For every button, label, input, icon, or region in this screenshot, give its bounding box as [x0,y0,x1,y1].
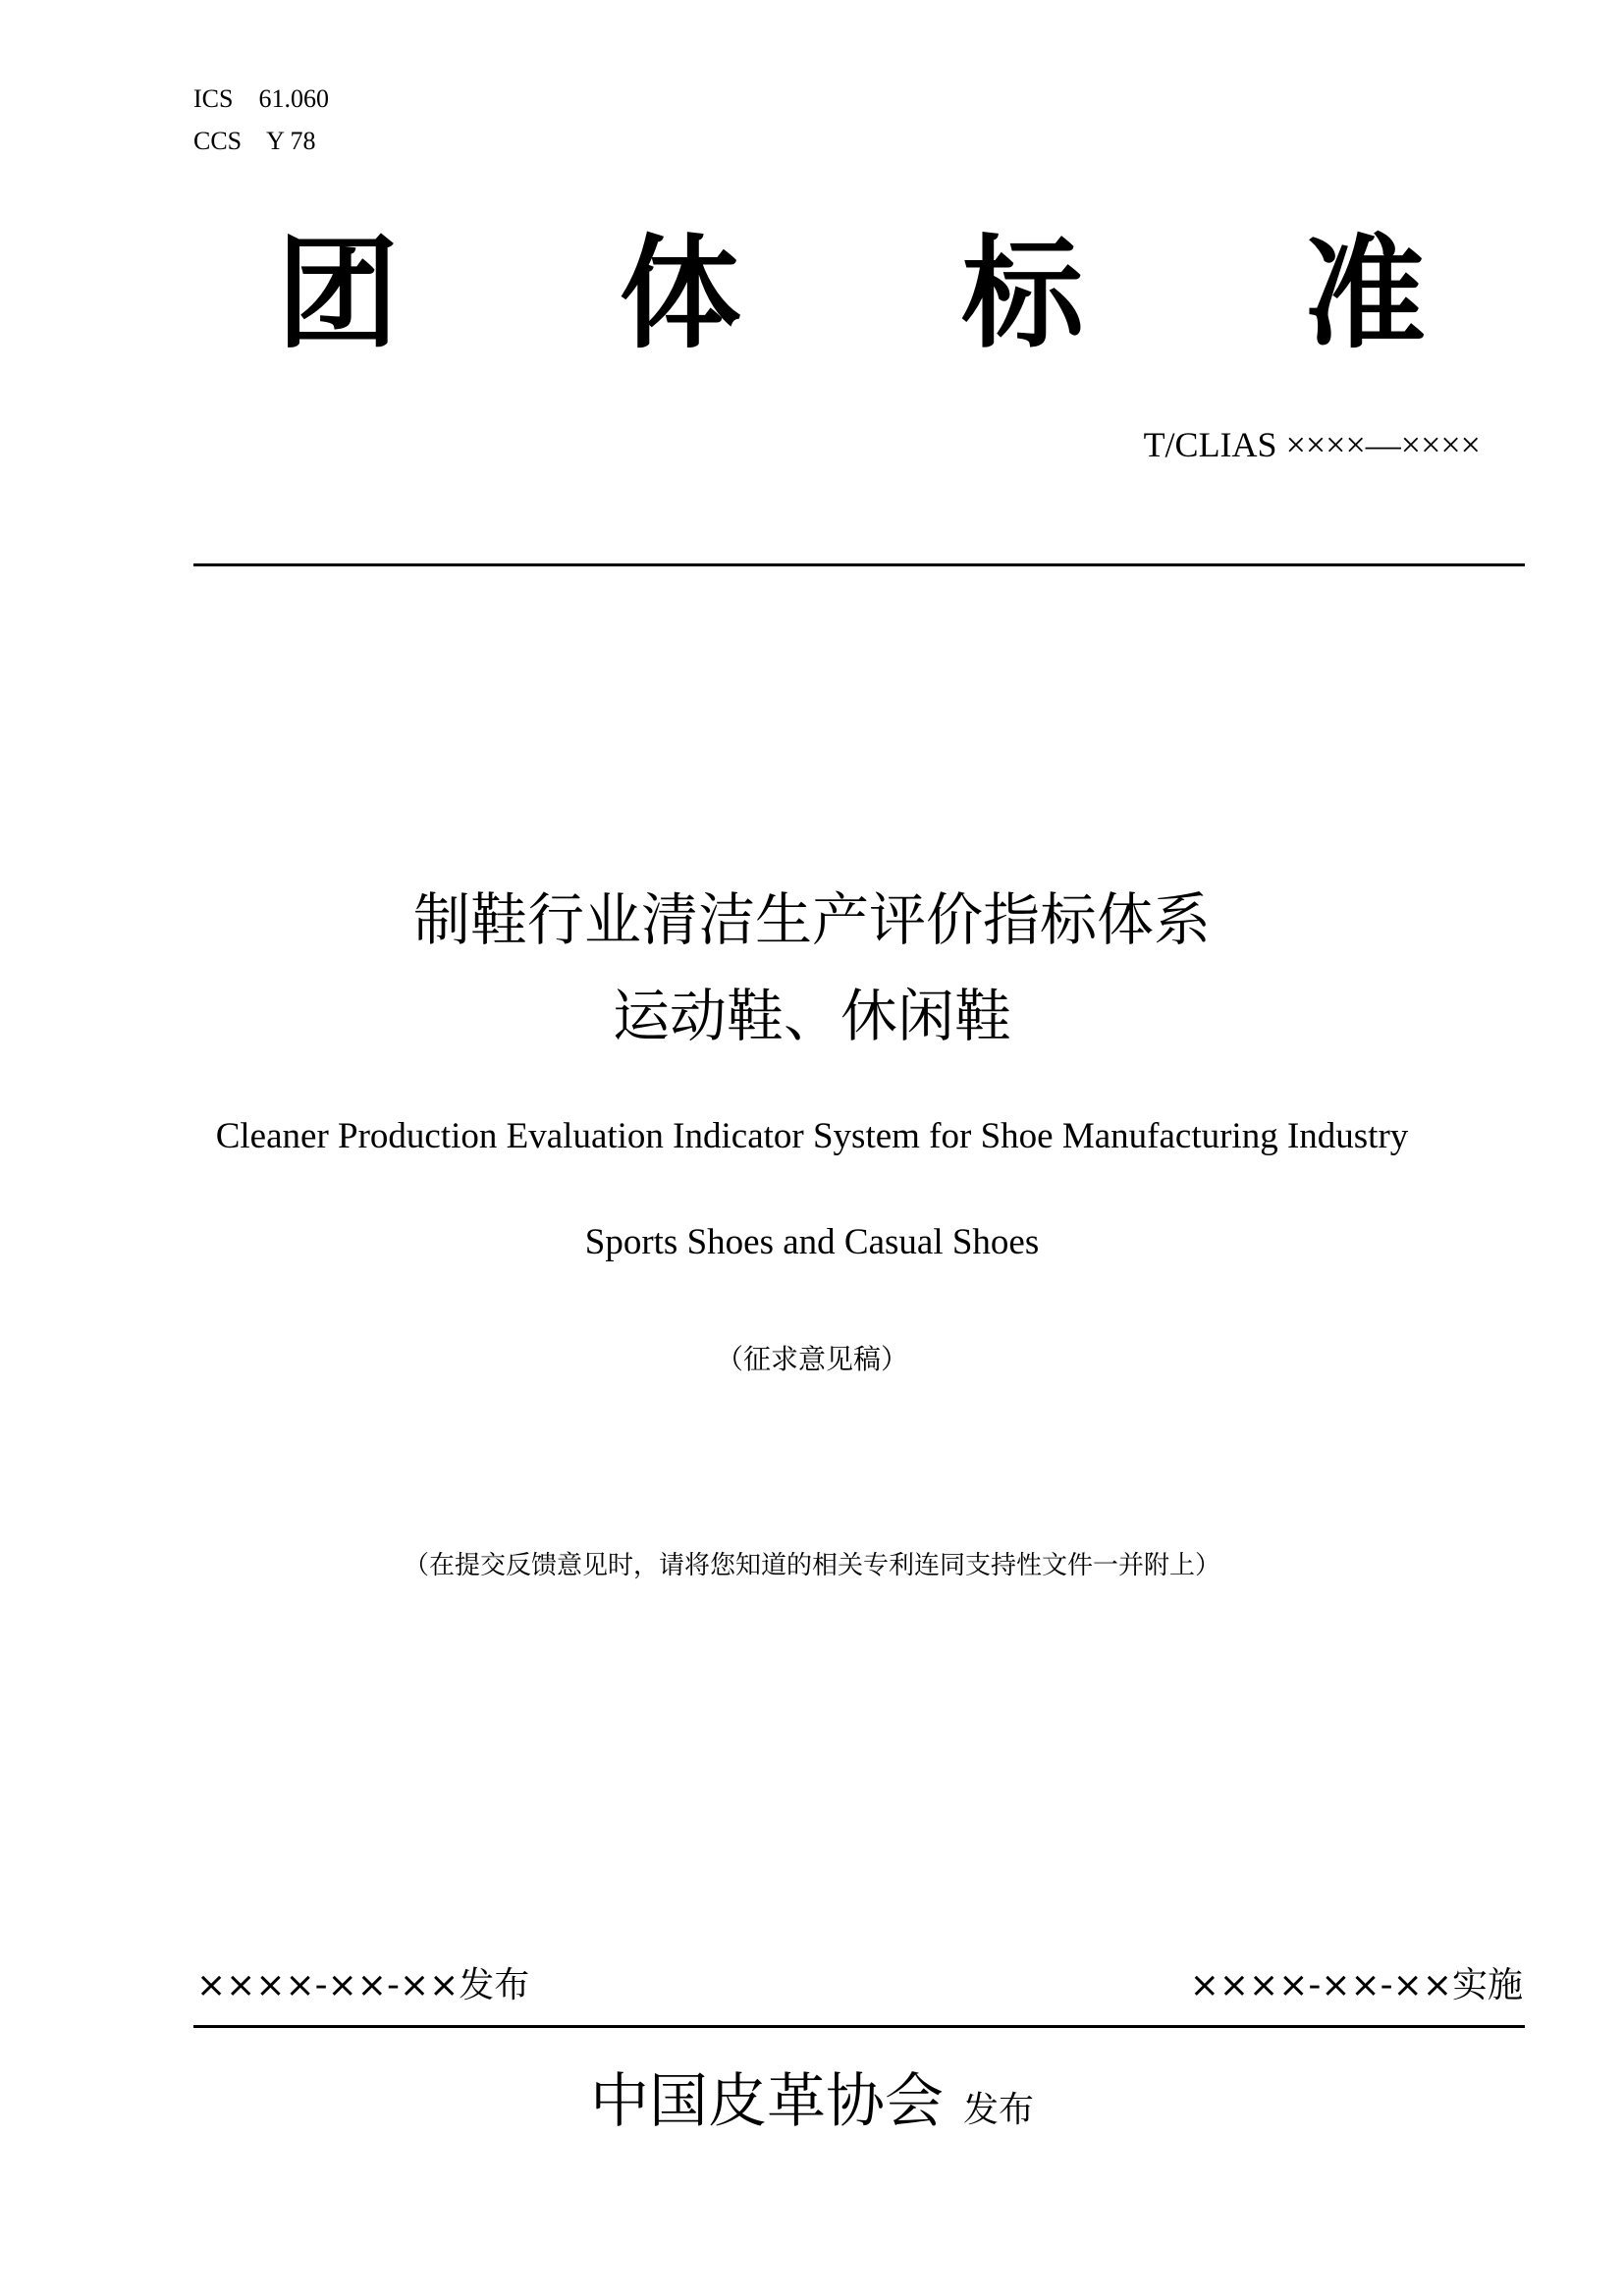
standard-code: T/CLIAS ××××—×××× [1143,425,1481,464]
en-title-line-2: Sports Shoes and Casual Shoes [584,1222,1040,1262]
implement-date: ××××-××-××实施 [1189,1965,1523,2005]
standard-type-heading [277,224,1426,365]
top-divider [193,563,1525,566]
bottom-divider [193,2025,1525,2028]
ccs-code: CCS Y 78 [193,127,316,155]
heading-char-4: 准 [1303,224,1426,365]
publisher-suffix: 发布 [962,2090,1034,2130]
ics-code: ICS 61.060 [193,84,329,113]
cn-title-line-1: 制鞋行业清洁生产评价指标体系 [412,886,1211,953]
draft-label: （征求意见稿） [715,1343,908,1375]
publisher-name: 中国皮革协会 [589,2067,944,2136]
cn-title-line-2: 运动鞋、休闲鞋 [612,983,1011,1049]
publish-date: ××××-××-××发布 [196,1965,530,2005]
en-title-line-1: Cleaner Production Evaluation Indicator System for Shoe Manufacturing Industry [215,1116,1409,1156]
patent-note: （在提交反馈意见时，请将您知道的相关专利连同支持性文件一并附上） [403,1551,1220,1580]
heading-char-1: 团 [277,224,400,365]
heading-char-3: 标 [961,224,1084,365]
publisher-line [0,2055,1624,2139]
heading-char-2: 体 [619,224,741,365]
